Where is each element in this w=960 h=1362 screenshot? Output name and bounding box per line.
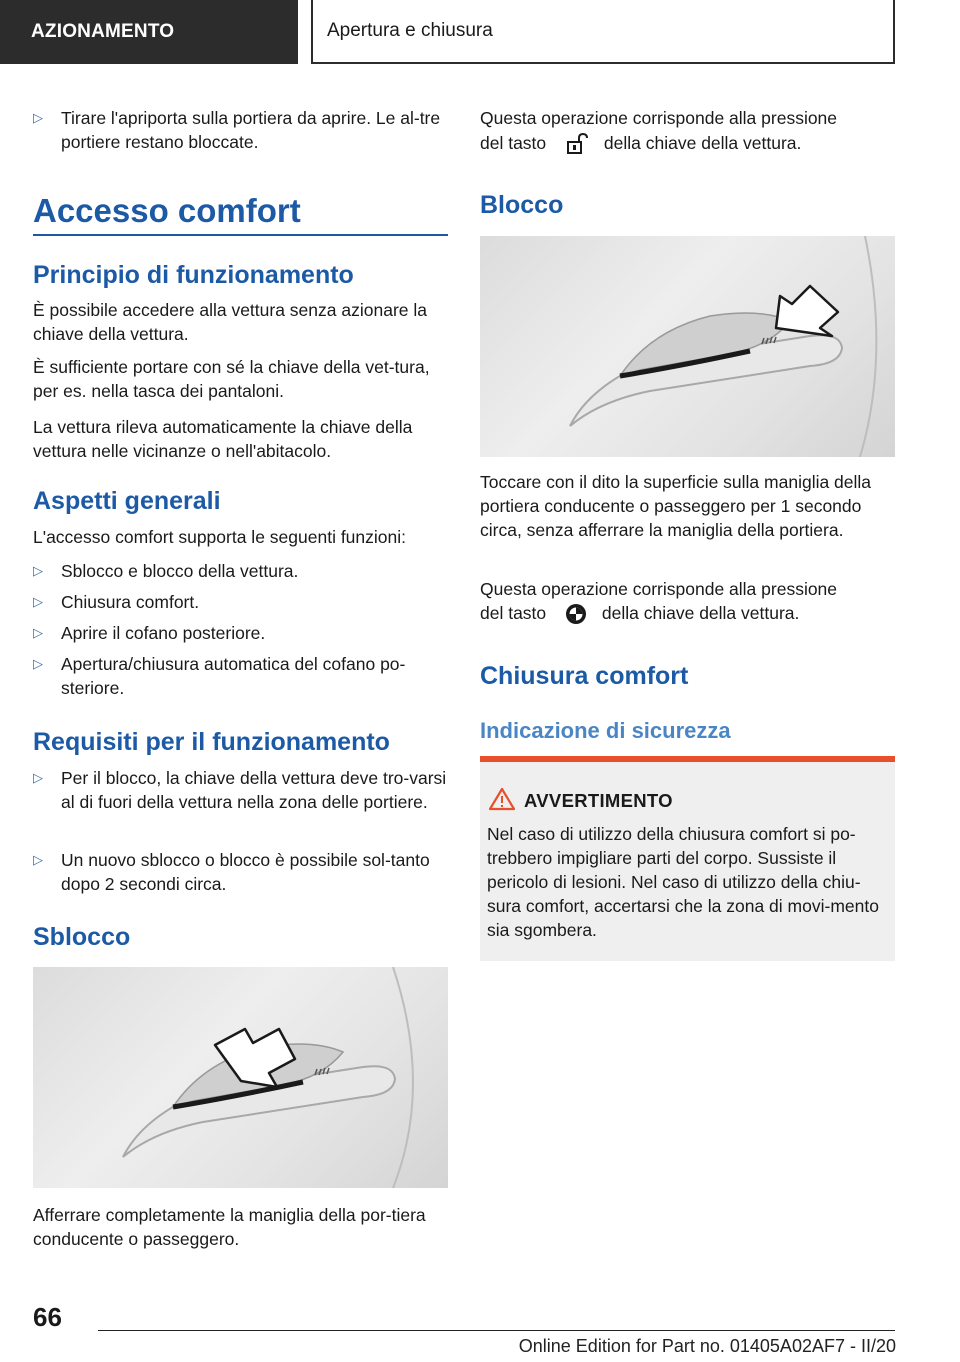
blocco-caption: Toccare con il dito la superficie sulla maniglia della portiera conducente o passeggero per 1 secondo circa, senza afferrare la maniglia della portiera. <box>480 472 872 540</box>
list-item <box>33 766 448 814</box>
lock-key-paragraph-line-2 <box>480 601 895 625</box>
bullet-text: Sblocco e blocco della vettura. <box>61 561 299 581</box>
list-item <box>33 621 448 645</box>
bullet-triangle-icon: ▷ <box>33 110 43 125</box>
section-title: AZIONAMENTO <box>31 21 175 42</box>
bullet-triangle-icon: ▷ <box>33 852 43 867</box>
footer-rule <box>98 1330 895 1331</box>
bmw-logo-icon <box>565 603 587 625</box>
page-number: 66 <box>33 1302 62 1332</box>
safety-subheading: Indicazione di sicurezza <box>480 718 731 743</box>
door-handle-unlock-image <box>33 967 448 1188</box>
bullet-triangle-icon: ▷ <box>33 625 43 640</box>
list-item <box>33 652 448 700</box>
bullet-text: Un nuovo sblocco o blocco è possibile sol-tanto dopo 2 secondi circa. <box>61 850 430 894</box>
chapter-title: Apertura e chiusura <box>327 20 493 41</box>
aspetti-heading: Aspetti generali <box>33 487 221 515</box>
bullet-triangle-icon: ▷ <box>33 563 43 578</box>
aspetti-intro: L'accesso comfort supporta le seguenti funzioni: <box>33 527 406 547</box>
bullet-text: Apertura/chiusura automatica del cofano po-steriore. <box>61 654 406 698</box>
unlock-key-paragraph-line-2 <box>480 131 895 156</box>
footer-edition: Online Edition for Part no. 01405A02AF7 - II/20 <box>518 1336 896 1356</box>
bullet-text: Per il blocco, la chiave della vettura deve tro-varsi al di fuori della vettura nella zona delle portiere. <box>61 768 447 812</box>
unlock-key-text-a: del tasto <box>480 133 547 153</box>
chapter-tab <box>311 0 895 64</box>
warning-title: AVVERTIMENTO <box>524 790 673 811</box>
bullet-text: Tirare l'apriporta sulla portiera da aprire. Le al-tre portiere restano bloccate. <box>61 108 441 152</box>
principio-paragraph-3: La vettura rileva automaticamente la chiave della vettura nelle vicinanze o nell'abitacolo. <box>33 417 413 461</box>
list-item <box>33 106 448 154</box>
principio-heading: Principio di funzionamento <box>33 261 354 289</box>
sblocco-caption: Afferrare completamente la maniglia della por-tiera conducente o passeggero. <box>33 1205 426 1249</box>
warning-triangle-icon <box>489 787 515 811</box>
bullet-triangle-icon: ▷ <box>33 656 43 671</box>
list-item <box>33 559 448 583</box>
principio-paragraph-2: È sufficiente portare con sé la chiave della vet-tura, per es. nella tasca dei pantaloni. <box>33 357 430 401</box>
door-handle-lock-image <box>480 236 895 457</box>
warning-text: Nel caso di utilizzo della chiusura comfort si po-trebbero impigliare parti del corpo. Sussiste il pericolo di lesioni. Nel caso di utilizzo della chiu-sura comfort, accertarsi che la zona di movi-mento sia sgombera. <box>487 824 879 940</box>
section-tab <box>0 0 298 64</box>
unlock-icon <box>565 132 589 156</box>
blocco-heading: Blocco <box>480 191 564 219</box>
bullet-text: Aprire il cofano posteriore. <box>61 623 266 643</box>
list-item <box>33 848 448 896</box>
bullet-triangle-icon: ▷ <box>33 770 43 785</box>
sblocco-heading: Sblocco <box>33 923 131 951</box>
principio-paragraph-1: È possibile accedere alla vettura senza azionare la chiave della vettura. <box>33 300 427 344</box>
list-item <box>33 590 448 614</box>
unlock-key-text-b: della chiave della vettura. <box>603 133 802 153</box>
requisiti-heading: Requisiti per il funzionamento <box>33 728 390 756</box>
heading-rule <box>33 234 448 236</box>
bullet-triangle-icon: ▷ <box>33 594 43 609</box>
lock-key-text-a: del tasto <box>480 603 547 623</box>
warning-box <box>480 756 895 961</box>
bullet-text: Chiusura comfort. <box>61 592 200 612</box>
unlock-key-paragraph-line-1: Questa operazione corrisponde alla pressione <box>480 108 838 128</box>
main-heading: Accesso comfort <box>33 192 301 229</box>
lock-key-paragraph-line-1: Questa operazione corrisponde alla pressione <box>480 579 838 599</box>
chiusura-heading: Chiusura comfort <box>480 662 689 690</box>
lock-key-text-b: della chiave della vettura. <box>601 603 800 623</box>
